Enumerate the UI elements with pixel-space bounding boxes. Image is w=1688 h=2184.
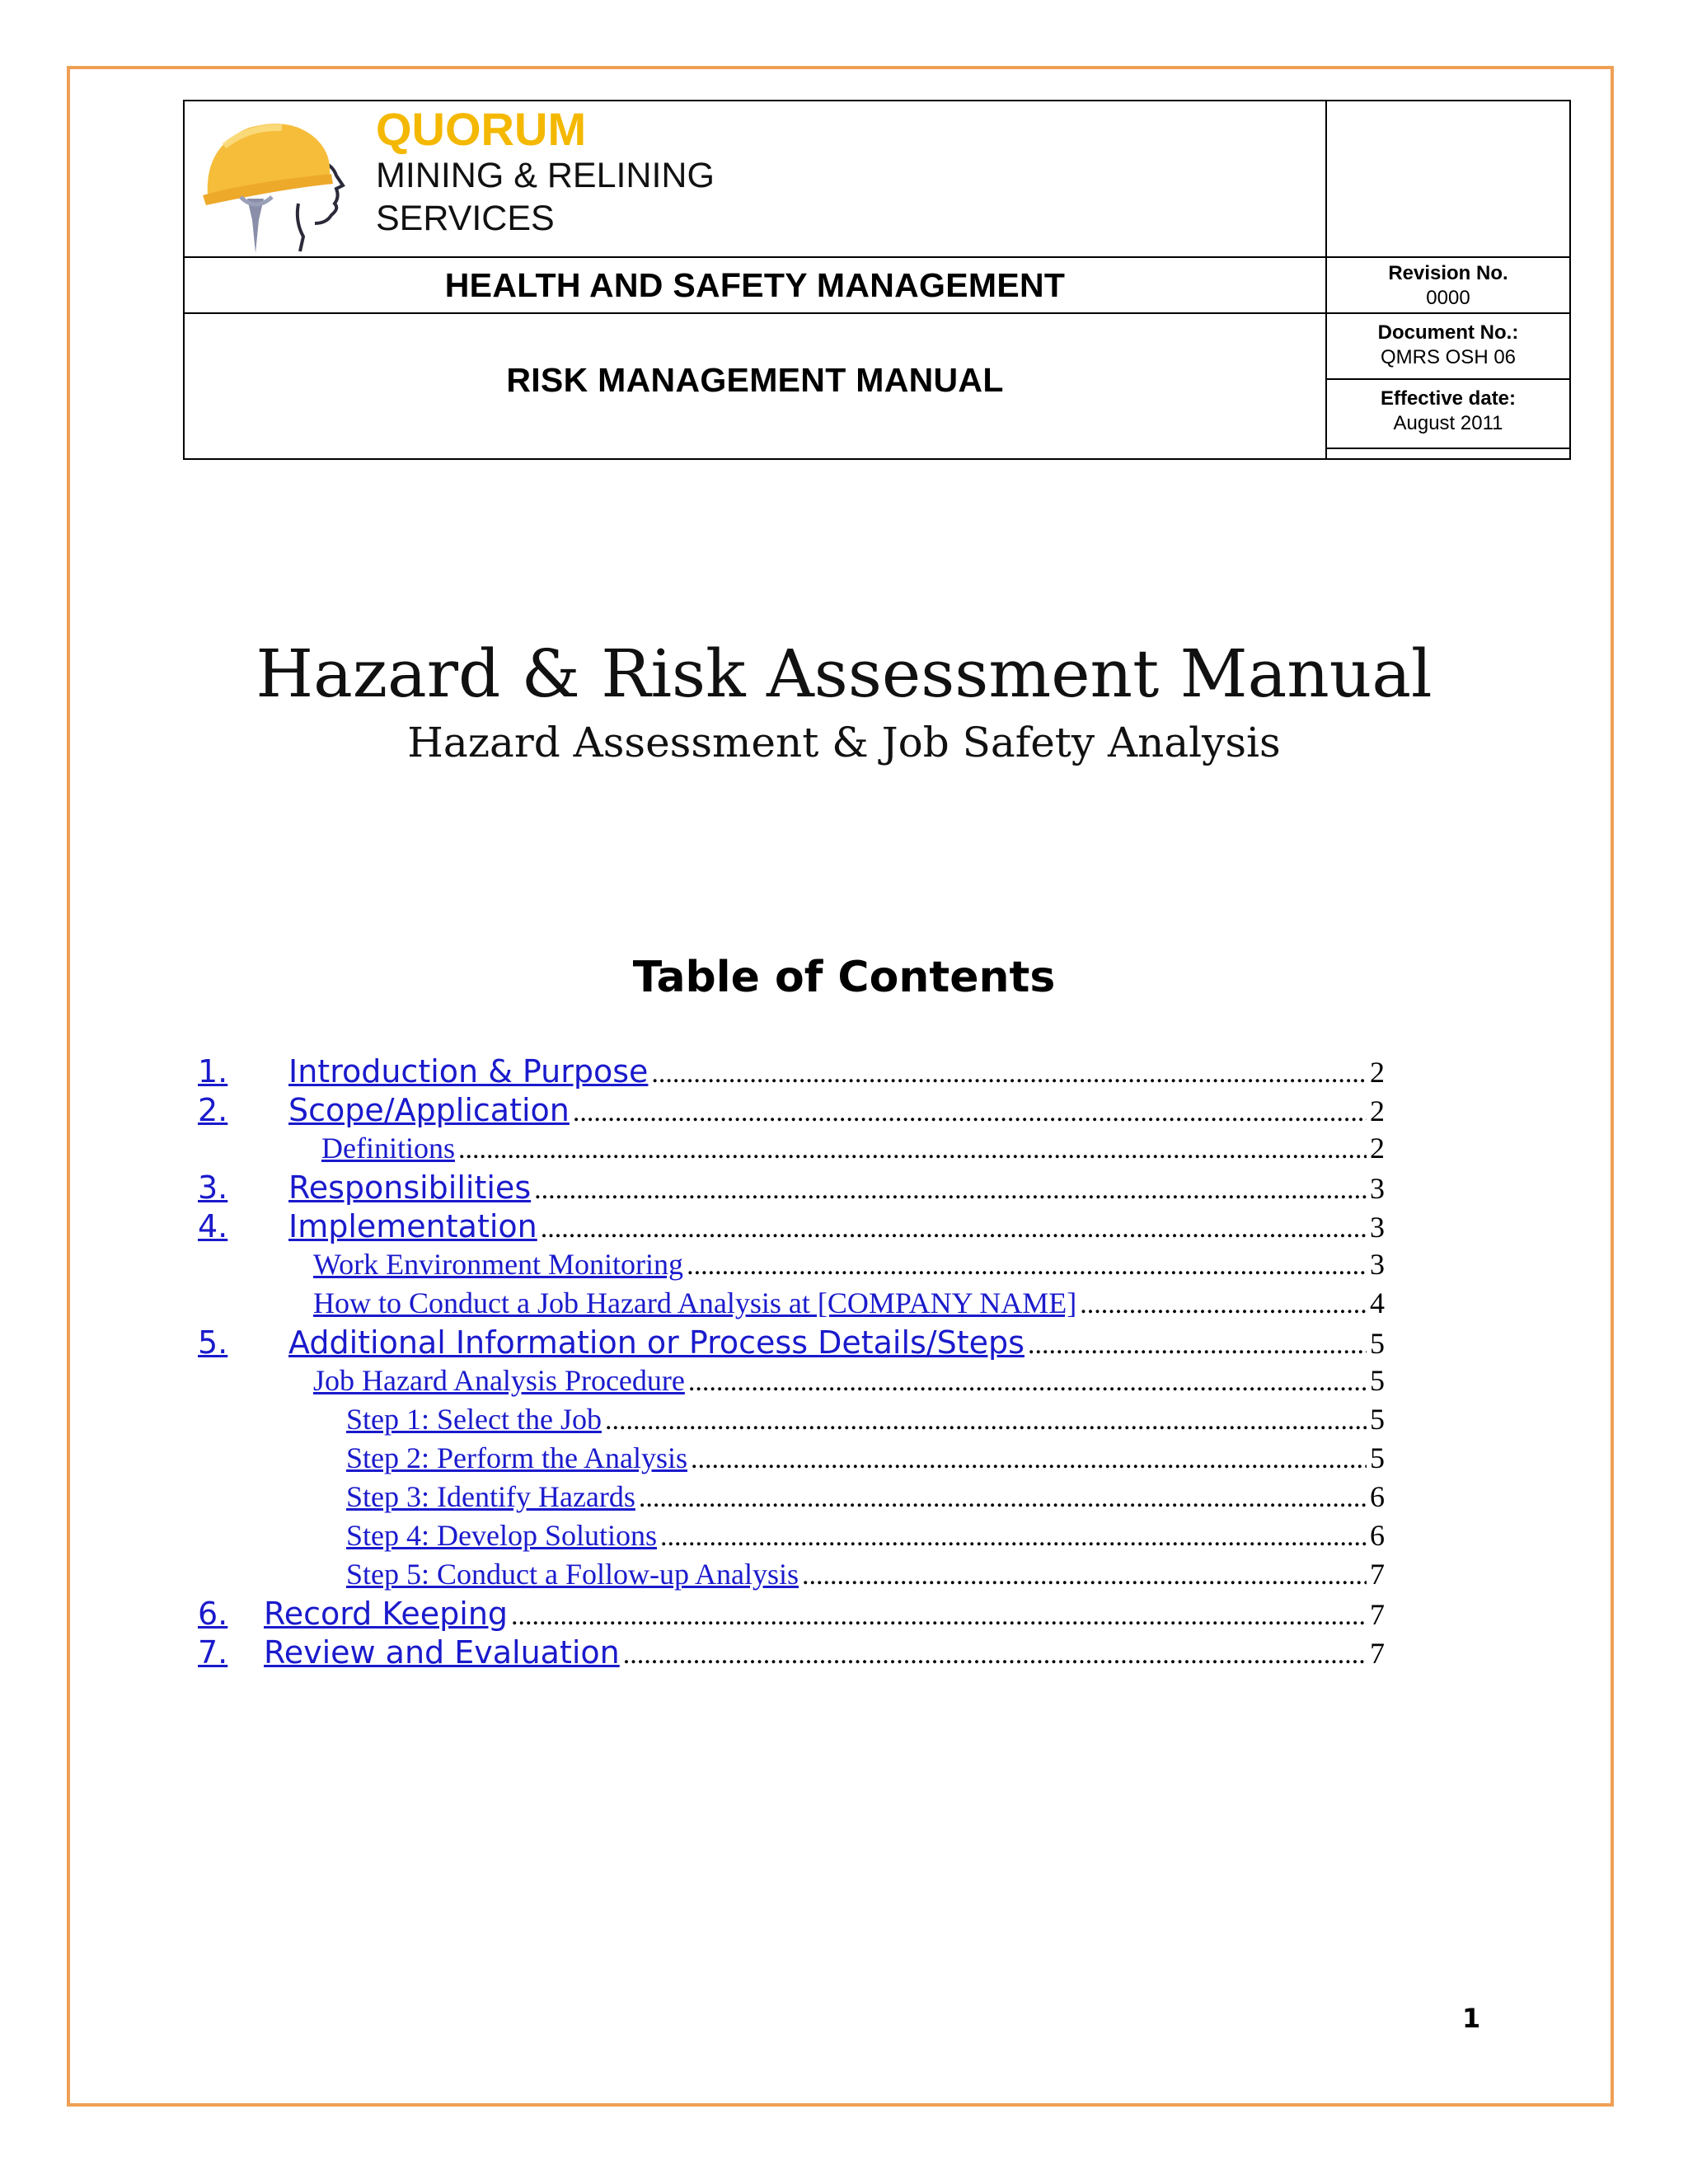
toc-entry-page: 2 — [1370, 1132, 1385, 1165]
toc-leader-dots — [691, 1444, 1367, 1475]
toc-entry-definitions[interactable] — [321, 1131, 1385, 1170]
toc-entry-page: 5 — [1370, 1403, 1385, 1436]
brand-subtitle-line-1: MINING & RELINING — [376, 156, 715, 195]
manual-name: RISK MANAGEMENT MANUAL — [506, 361, 1004, 399]
toc-entry-work-environment-monitoring[interactable] — [313, 1247, 1385, 1286]
toc-leader-dots — [660, 1521, 1367, 1553]
toc-entry-title[interactable]: Step 5: Conduct a Follow-up Analysis — [346, 1558, 799, 1591]
toc-entry-page: 5 — [1370, 1441, 1385, 1474]
toc-leader-dots — [541, 1213, 1367, 1244]
toc-entry-title[interactable]: Scope/Application — [288, 1092, 570, 1128]
toc-leader-dots — [1080, 1289, 1367, 1320]
toc-leader-dots — [623, 1639, 1367, 1671]
toc-entry-page: 4 — [1370, 1286, 1385, 1319]
toc-entry-how-to-conduct-jha[interactable] — [313, 1286, 1385, 1325]
toc-entry-number[interactable]: 2. — [198, 1092, 228, 1128]
toc-entry-title[interactable]: Additional Information or Process Details/Steps — [288, 1324, 1025, 1361]
toc-entry-record-keeping[interactable] — [198, 1596, 1385, 1635]
toc-leader-dots — [688, 1366, 1367, 1398]
toc-entry-title[interactable]: Step 3: Identify Hazards — [346, 1480, 635, 1513]
toc-entry-responsibilities[interactable] — [198, 1169, 1385, 1209]
document-header-table — [183, 100, 1571, 460]
toc-leader-dots — [651, 1058, 1367, 1090]
toc-entry-page: 6 — [1370, 1480, 1385, 1513]
toc-entry-number[interactable]: 6. — [198, 1596, 228, 1632]
toc-entry-review-and-evaluation[interactable] — [198, 1634, 1385, 1674]
logo-cell — [185, 101, 1327, 258]
toc-leader-dots — [639, 1483, 1367, 1514]
effective-date-label: Effective date: — [1380, 387, 1517, 410]
toc-leader-dots — [511, 1601, 1367, 1632]
toc-entry-page: 3 — [1370, 1248, 1385, 1281]
toc-entry-page: 5 — [1370, 1327, 1385, 1360]
toc-entry-title[interactable]: Step 2: Perform the Analysis — [346, 1441, 687, 1474]
manual-name-cell — [185, 314, 1327, 458]
toc-entry-page: 7 — [1370, 1637, 1385, 1670]
brand-subtitle-line-2: SERVICES — [376, 199, 555, 238]
toc-entry-title[interactable]: Responsibilities — [288, 1169, 532, 1206]
toc-entry-page: 3 — [1370, 1172, 1385, 1205]
effective-date-value: August 2011 — [1393, 412, 1503, 434]
toc-entry-number[interactable]: 3. — [198, 1169, 228, 1206]
toc-entry-title[interactable]: Step 4: Develop Solutions — [346, 1519, 657, 1552]
toc-leader-dots — [458, 1134, 1367, 1165]
brand-name: QUORUM — [376, 103, 587, 155]
revision-cell — [1327, 258, 1569, 314]
toc-entry-page: 3 — [1370, 1211, 1385, 1244]
toc-entry-title[interactable]: Review and Evaluation — [264, 1634, 620, 1671]
toc-entry-title[interactable]: Record Keeping — [264, 1596, 509, 1632]
toc-entry-title[interactable]: Job Hazard Analysis Procedure — [313, 1364, 685, 1397]
toc-entry-page: 5 — [1370, 1364, 1385, 1397]
blank-header-cell — [1327, 101, 1569, 258]
toc-entry-page: 2 — [1370, 1056, 1385, 1089]
toc-entry-title[interactable]: Work Environment Monitoring — [313, 1248, 684, 1281]
toc-entry-page: 6 — [1370, 1519, 1385, 1552]
toc-entry-scope[interactable] — [198, 1092, 1385, 1132]
toc-entry-number[interactable]: 5. — [198, 1324, 228, 1361]
toc-entry-step-1[interactable] — [346, 1402, 1385, 1441]
toc-entry-title[interactable]: How to Conduct a Job Hazard Analysis at [COMPANY NAME] — [313, 1286, 1077, 1319]
toc-leader-dots — [573, 1097, 1367, 1128]
document-subtitle: Hazard Assessment & Job Safety Analysis — [407, 719, 1281, 766]
toc-entry-title[interactable]: Introduction & Purpose — [288, 1053, 649, 1090]
document-number-value: QMRS OSH 06 — [1380, 346, 1517, 368]
document-number-label: Document No.: — [1377, 321, 1519, 344]
toc-entry-title[interactable]: Step 1: Select the Job — [346, 1403, 602, 1436]
toc-entry-jha-procedure[interactable] — [313, 1363, 1385, 1403]
toc-leader-dots — [534, 1174, 1367, 1206]
toc-entry-page: 7 — [1370, 1598, 1385, 1631]
revision-value: 0000 — [1426, 287, 1470, 309]
toc-entry-additional-information[interactable] — [198, 1324, 1385, 1364]
toc-entry-introduction[interactable] — [198, 1053, 1385, 1093]
toc-entry-number[interactable]: 4. — [198, 1208, 228, 1244]
page-number: 1 — [1462, 2003, 1481, 2034]
toc-heading: Table of Contents — [632, 953, 1056, 1002]
toc-leader-dots — [802, 1560, 1367, 1591]
toc-entry-number[interactable]: 7. — [198, 1634, 228, 1671]
effective-date-cell — [1327, 380, 1569, 449]
department-title: HEALTH AND SAFETY MANAGEMENT — [444, 265, 1066, 304]
toc-entry-number[interactable]: 1. — [198, 1053, 228, 1090]
document-number-cell — [1327, 314, 1569, 380]
toc-leader-dots — [687, 1250, 1367, 1282]
toc-entry-step-5[interactable] — [346, 1557, 1385, 1596]
toc-leader-dots — [1028, 1329, 1367, 1361]
toc-entry-implementation[interactable] — [198, 1208, 1385, 1248]
hardhat-head-logo-icon — [199, 113, 364, 253]
toc-entry-step-3[interactable] — [346, 1479, 1385, 1519]
toc-entry-step-2[interactable] — [346, 1441, 1385, 1480]
revision-label: Revision No. — [1388, 262, 1508, 284]
toc-entry-page: 2 — [1370, 1094, 1385, 1127]
toc-entry-page: 7 — [1370, 1558, 1385, 1591]
toc-entry-step-4[interactable] — [346, 1518, 1385, 1558]
toc-entry-title[interactable]: Definitions — [321, 1132, 455, 1165]
toc-entry-title[interactable]: Implementation — [288, 1208, 537, 1244]
department-cell — [185, 258, 1327, 314]
document-title: Hazard & Risk Assessment Manual — [256, 635, 1432, 712]
toc-leader-dots — [605, 1405, 1367, 1436]
